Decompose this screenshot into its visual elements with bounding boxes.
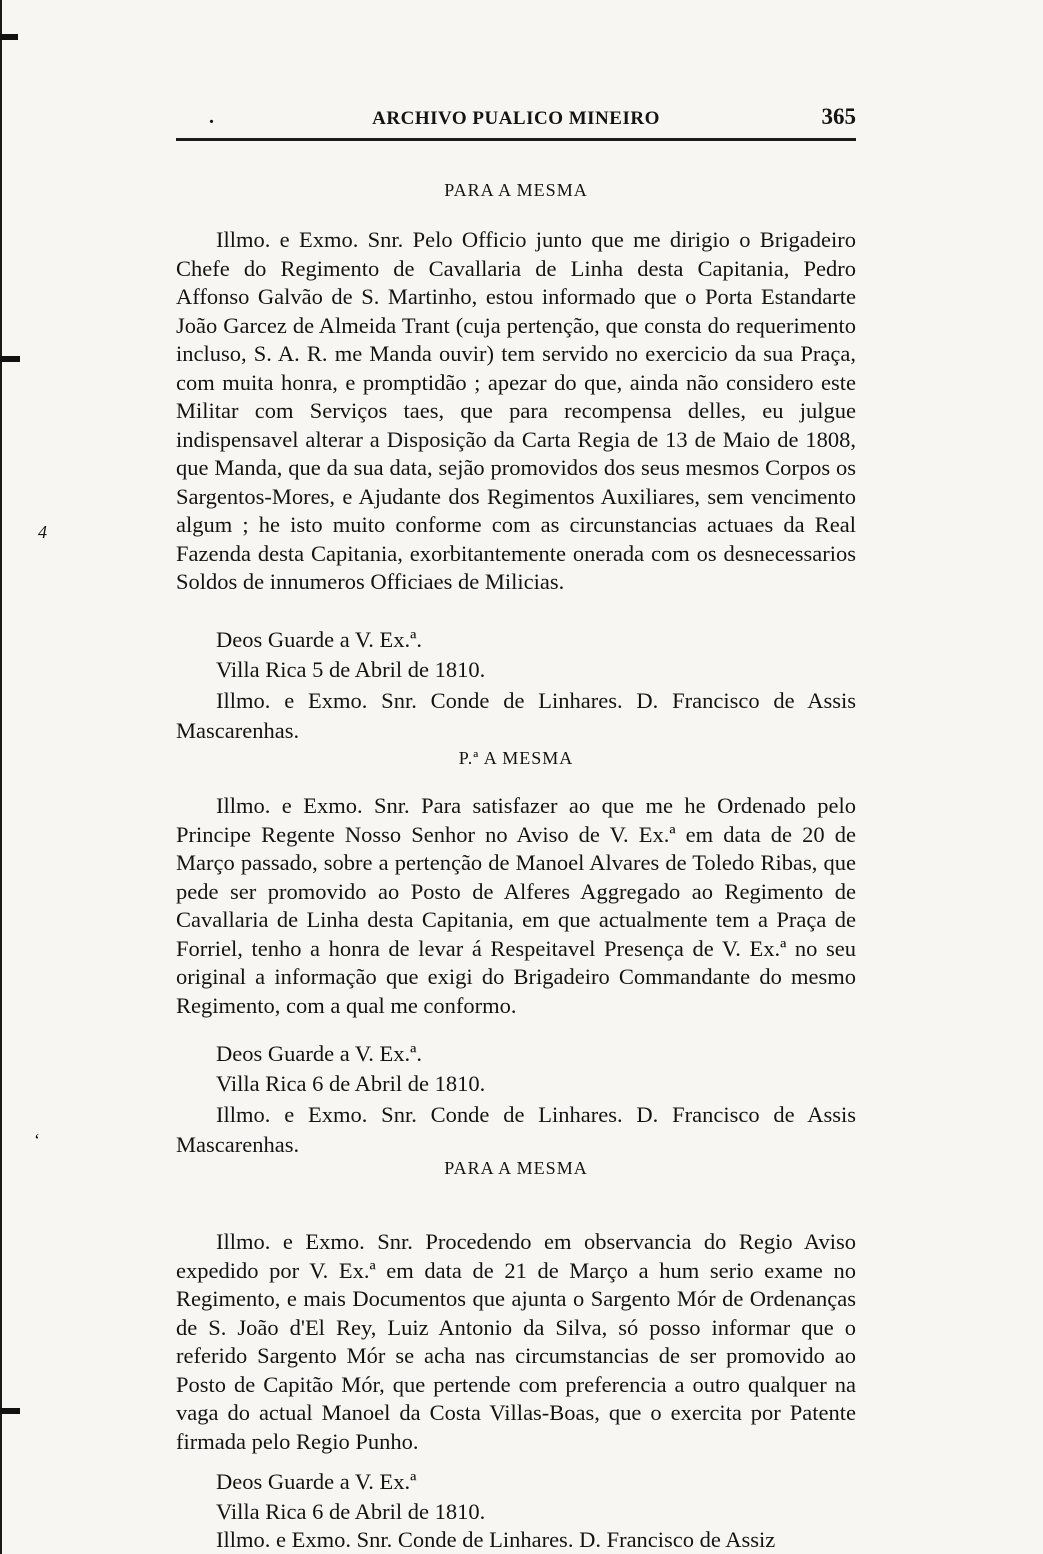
letter-heading: PARA A MESMA	[444, 180, 588, 200]
letter-signature: Illmo. e Exmo. Snr. Conde de Linhares. D. Francisco de Assis Mascarenhas.	[176, 688, 856, 743]
scan-edge-mark	[0, 34, 18, 40]
margin-mark: ‘	[34, 1130, 40, 1150]
letter-signature: Illmo. e Exmo. Snr. Conde de Linhares. D. Francisco de Assis Mascarenhas.	[176, 1102, 856, 1157]
letter-date: Villa Rica 6 de Abril de 1810.	[216, 1499, 486, 1524]
letter-date: Villa Rica 5 de Abril de 1810.	[216, 657, 486, 682]
letter-body: Illmo. e Exmo. Snr. Procedendo em observancia do Regio Aviso expedido por V. Ex.ª em data de 21 de Março a hum serio exame no Regimento, e mais Documentos que ajunta o Sargento Mór de Ordenanças de S. João d'El Rey, Luiz Antonio da Silva, só posso informar que o referido Sargento Mór se acha nas circumstancias de ser promovido ao Posto de Capitão Mór, que pertende com preferencia a outro qualquer na vaga do actual Manoel da Costa Villas-Boas, que o exercita por Patente firmada pelo Regio Punho.	[176, 1229, 856, 1454]
scan-edge-mark	[0, 356, 20, 362]
running-header	[176, 104, 856, 134]
letter-date: Villa Rica 6 de Abril de 1810.	[216, 1071, 486, 1096]
scan-edge-line	[0, 0, 2, 1554]
letter-signature: Illmo. e Exmo. Snr. Conde de Linhares. D. Francisco de Assiz	[216, 1527, 776, 1552]
margin-mark: 4	[38, 522, 47, 542]
header-rule	[176, 138, 856, 141]
scan-edge-mark	[0, 1408, 20, 1414]
running-title: ARCHIVO PUALICO MINEIRO	[372, 108, 660, 129]
page-number: 365	[821, 104, 856, 129]
letter-closing: Deos Guarde a V. Ex.ª.	[216, 1041, 422, 1066]
letter-heading: P.ª A MESMA	[458, 748, 574, 768]
header-dot: .	[209, 106, 214, 128]
letter-closing: Deos Guarde a V. Ex.ª.	[216, 627, 422, 652]
letter-heading: PARA A MESMA	[444, 1158, 588, 1178]
letter-closing: Deos Guarde a V. Ex.ª	[216, 1469, 417, 1494]
letter-body: Illmo. e Exmo. Snr. Pelo Officio junto que me dirigio o Brigadeiro Chefe do Regimento de Cavallaria de Linha desta Capitania, Pedro Affonso Galvão de S. Martinho, estou informado que o Porta Estandarte João Garcez de Almeida Trant (cuja pertenção, que consta do requerimento incluso, S. A. R. me Manda ouvir) tem servido no exercicio da sua Praça, com muita honra, e promptidão ; apezar do que, ainda não considero este Militar com Serviços taes, que para recompensa delles, eu julgue indispensavel alterar a Disposição da Carta Regia de 13 de Maio de 1808, que Manda, que da sua data, sejão promovidos dos seus mesmos Corpos os Sargentos-Mores, e Ajudante dos Regimentos Auxiliares, sem vencimento algum ; he isto muito conforme com as circunstancias actuaes da Real Fazenda desta Capitania, exorbitantemente onerada com os desnecessarios Soldos de innumeros Officiaes de Milicias.	[176, 227, 856, 594]
letter-body: Illmo. e Exmo. Snr. Para satisfazer ao que me he Ordenado pelo Principe Regente Nosso Senhor no Aviso de V. Ex.ª em data de 20 de Março passado, sobre a pertenção de Manoel Alvares de Toledo Ribas, que pede ser promovido ao Posto de Alferes Aggregado ao Regimento de Cavallaria de Linha desta Capitania, em que actualmente tem a Praça de Forriel, tenho a honra de levar á Respeitavel Presença de V. Ex.ª no seu original a informação que exigi do Brigadeiro Commandante do mesmo Regimento, com a qual me conformo.	[176, 793, 856, 1018]
